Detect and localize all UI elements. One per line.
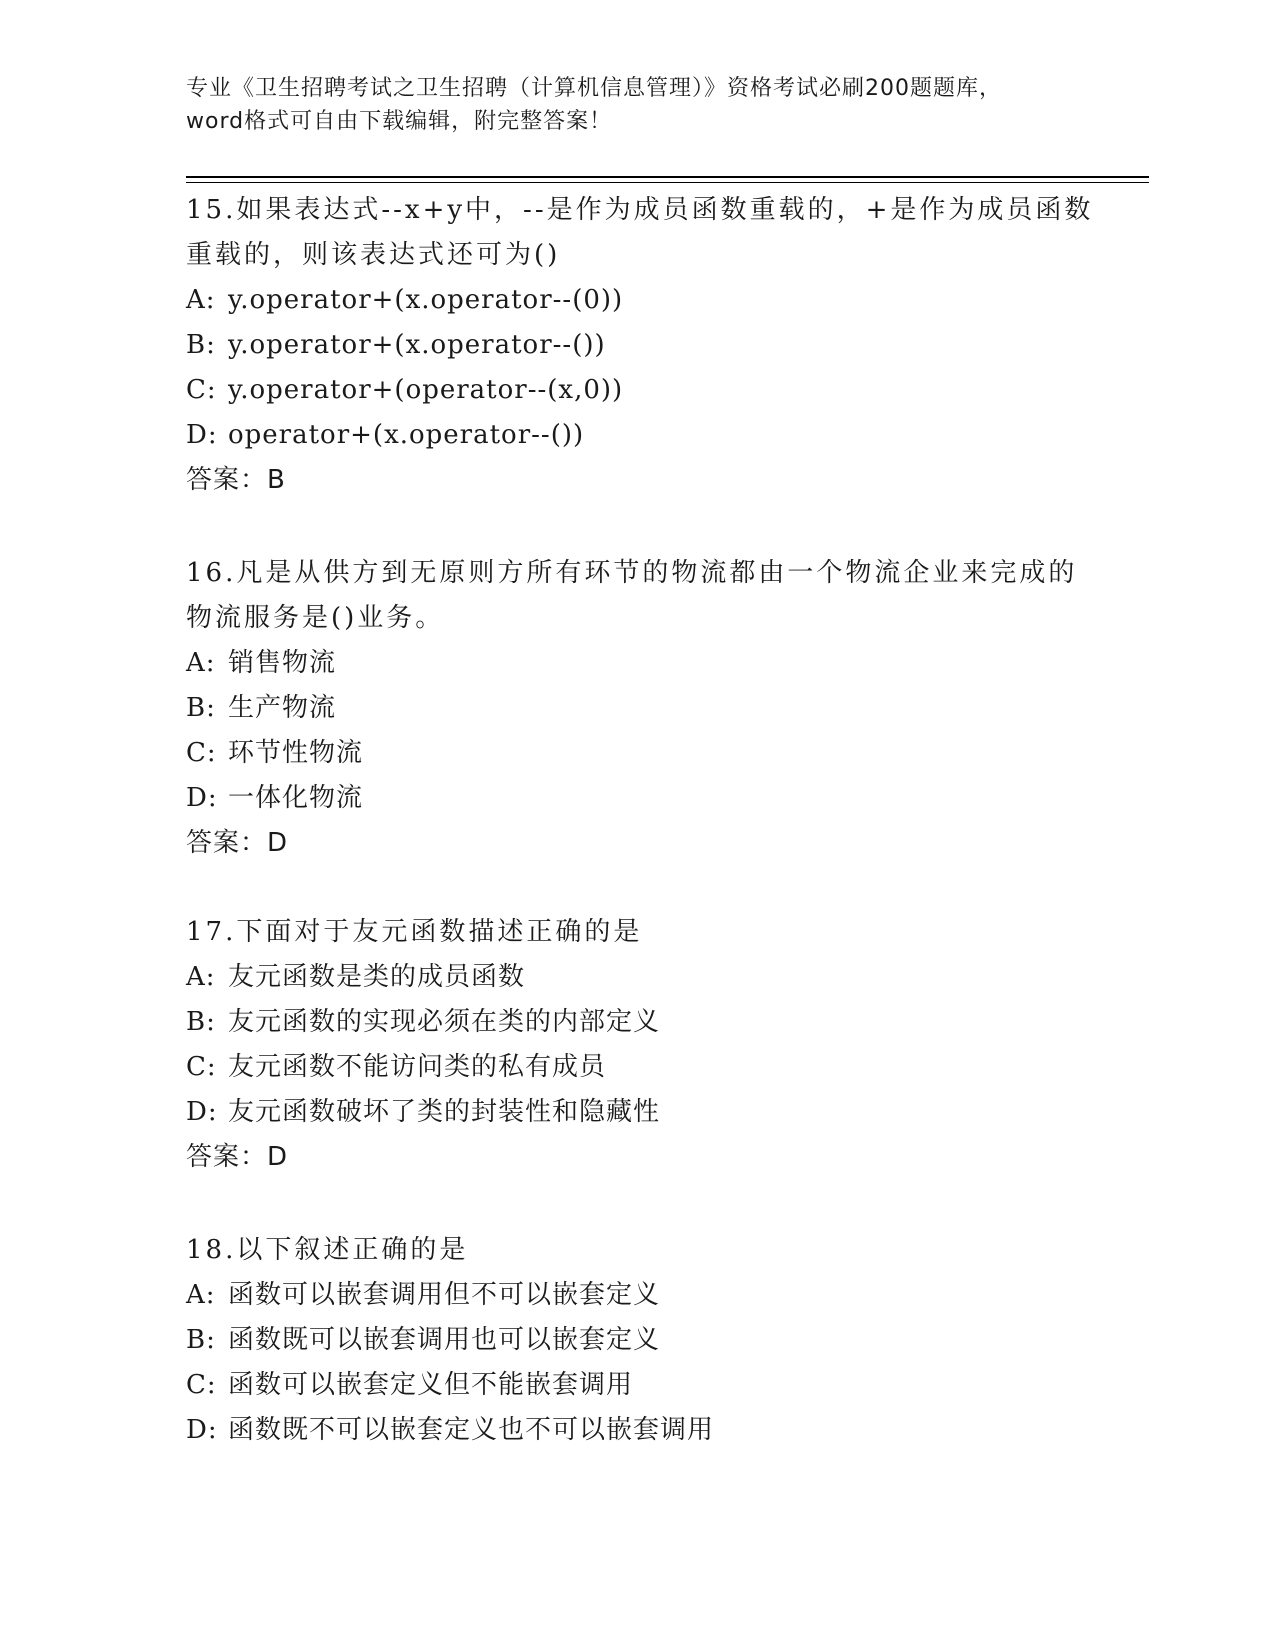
option-letter: A:	[186, 1280, 216, 1310]
option-letter: D:	[186, 1415, 218, 1445]
option-letter: A:	[186, 962, 216, 992]
question-stem-line: 15.如果表达式--x+y中，--是作为成员函数重载的，+是作为成员函数	[186, 195, 1094, 225]
option-text: 生产物流	[228, 693, 337, 723]
option-text: 环节性物流	[228, 738, 364, 768]
option-d	[186, 1408, 1086, 1453]
option-text: 函数既不可以嵌套定义也不可以嵌套调用	[228, 1415, 715, 1445]
option-letter: A:	[186, 648, 216, 678]
question-18	[186, 1228, 1086, 1453]
option-letter: C:	[186, 375, 217, 405]
option-letter: A:	[186, 285, 216, 315]
option-letter: C:	[186, 738, 217, 768]
question-15	[186, 188, 1094, 503]
document-header	[186, 72, 1086, 138]
option-text: 友元函数的实现必须在类的内部定义	[228, 1007, 661, 1037]
option-text: y.operator+(x.operator--(0))	[228, 285, 624, 315]
option-a	[186, 641, 1086, 686]
option-a	[186, 1273, 1086, 1318]
header-line-2: word格式可自由下载编辑，附完整答案！	[186, 109, 613, 134]
option-text: 函数可以嵌套定义但不能嵌套调用	[228, 1370, 634, 1400]
header-divider-thin	[186, 182, 1149, 183]
option-a	[186, 278, 1086, 323]
option-c	[186, 1363, 1086, 1408]
option-letter: D:	[186, 420, 218, 450]
header-divider-thick	[186, 176, 1149, 178]
question-stem	[186, 910, 1076, 955]
answer-line: 答案：D	[186, 828, 289, 858]
question-stem	[186, 551, 1076, 641]
question-stem	[186, 1228, 1076, 1273]
answer-line: 答案：D	[186, 1142, 289, 1172]
option-c	[186, 1045, 1086, 1090]
option-text: y.operator+(x.operator--())	[228, 330, 606, 360]
option-letter: B:	[186, 1007, 216, 1037]
header-line-1: 专业《卫生招聘考试之卫生招聘（计算机信息管理）》资格考试必刷200题题库，	[186, 76, 1002, 101]
option-letter: D:	[186, 1097, 218, 1127]
option-letter: C:	[186, 1370, 217, 1400]
option-d	[186, 413, 1086, 458]
option-text: operator+(x.operator--())	[228, 420, 585, 450]
question-stem-line: 18.以下叙述正确的是	[186, 1235, 469, 1265]
option-letter: C:	[186, 1052, 217, 1082]
question-stem-line: 物流服务是()业务。	[186, 603, 445, 633]
option-text: 销售物流	[228, 648, 337, 678]
option-b	[186, 1318, 1086, 1363]
option-b	[186, 1000, 1086, 1045]
option-text: y.operator+(operator--(x,0))	[228, 375, 624, 405]
option-b	[186, 686, 1086, 731]
option-text: 一体化物流	[228, 783, 364, 813]
option-d	[186, 1090, 1086, 1135]
option-a	[186, 955, 1086, 1000]
option-b	[186, 323, 1086, 368]
option-text: 友元函数不能访问类的私有成员	[228, 1052, 607, 1082]
option-letter: B:	[186, 1325, 216, 1355]
option-letter: B:	[186, 693, 216, 723]
question-17	[186, 910, 1086, 1180]
option-text: 函数可以嵌套调用但不可以嵌套定义	[228, 1280, 661, 1310]
option-d	[186, 776, 1086, 821]
question-stem-line: 重载的，则该表达式还可为()	[186, 240, 561, 270]
option-text: 友元函数是类的成员函数	[228, 962, 526, 992]
option-text: 函数既可以嵌套调用也可以嵌套定义	[228, 1325, 661, 1355]
question-stem-line: 16.凡是从供方到无原则方所有环节的物流都由一个物流企业来完成的	[186, 558, 1078, 588]
question-stem	[186, 188, 1094, 278]
question-16	[186, 551, 1086, 866]
question-stem-line: 17.下面对于友元函数描述正确的是	[186, 917, 643, 947]
option-letter: B:	[186, 330, 216, 360]
option-c	[186, 368, 1086, 413]
answer-line: 答案：B	[186, 465, 286, 495]
option-letter: D:	[186, 783, 218, 813]
option-c	[186, 731, 1086, 776]
option-text: 友元函数破坏了类的封装性和隐藏性	[228, 1097, 661, 1127]
